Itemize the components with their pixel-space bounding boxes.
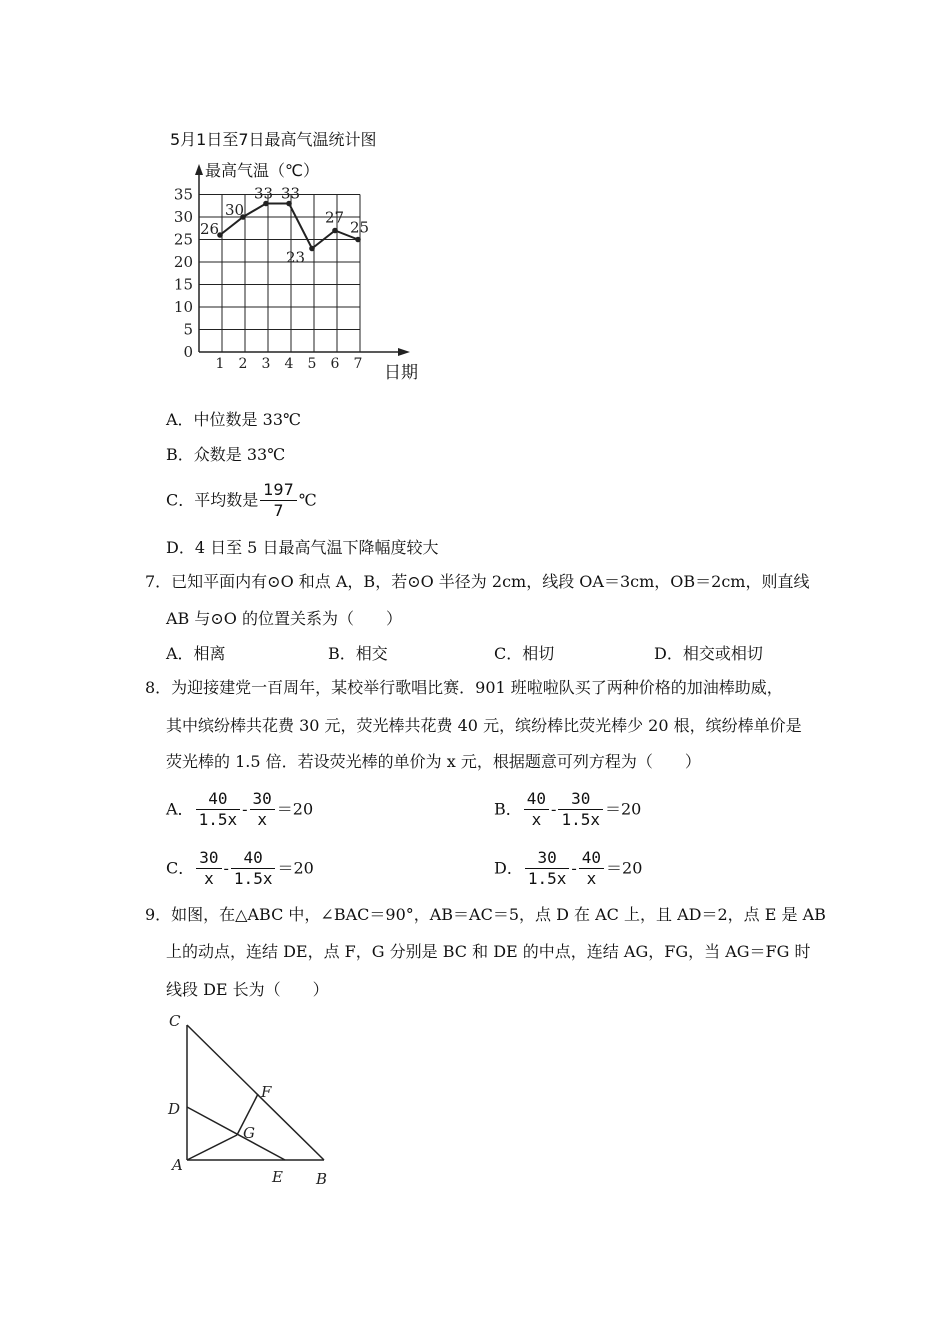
x-tick-label: 5 bbox=[307, 356, 317, 372]
minus-sign: - bbox=[242, 799, 248, 819]
q8-option-d bbox=[494, 848, 642, 889]
fraction-numerator: 40 bbox=[581, 848, 602, 867]
q6-option-c-suffix: ℃ bbox=[298, 490, 317, 510]
y-tick-label: 5 bbox=[183, 320, 193, 339]
equation-rhs: ＝20 bbox=[276, 799, 314, 819]
option-label: C． bbox=[166, 858, 195, 878]
x-tick-label: 7 bbox=[353, 356, 363, 372]
data-point bbox=[332, 228, 338, 234]
fraction bbox=[579, 848, 604, 889]
segment-cb bbox=[187, 1025, 324, 1160]
fraction-denominator: 1.5x bbox=[196, 809, 241, 830]
fraction-numerator: 40 bbox=[208, 789, 228, 808]
q7-option-d: D．相交或相切 bbox=[654, 644, 763, 663]
fraction-numerator: 30 bbox=[571, 789, 591, 808]
temperature-line-chart bbox=[0, 0, 950, 400]
fraction bbox=[525, 848, 570, 889]
y-tick-label: 25 bbox=[173, 230, 193, 249]
q8-stem-line3: 荧光棒的 1.5 倍．若设荧光棒的单价为 x 元，根据题意可列方程为（ ） bbox=[166, 752, 701, 771]
x-tick-label: 3 bbox=[261, 356, 271, 372]
point-label-e: E bbox=[272, 1168, 283, 1186]
q6-option-b: B．众数是 33℃ bbox=[166, 445, 286, 464]
y-axis-arrow bbox=[195, 164, 203, 175]
y-tick-label: 0 bbox=[183, 343, 193, 361]
fraction-numerator: 40 bbox=[526, 789, 547, 808]
fraction-denominator: 1.5x bbox=[525, 868, 570, 889]
q8-stem-line2: 其中缤纷棒共花费 30 元，荧光棒共花费 40 元，缤纷棒比荧光棒少 20 根，缤纷棒单价是 bbox=[166, 716, 802, 735]
q8-stem-line1: 8．为迎接建党一百周年，某校举行歌唱比赛．901 班啦啦队买了两种价格的加油棒助威， bbox=[145, 678, 783, 697]
q8-option-a bbox=[166, 789, 313, 830]
minus-sign: - bbox=[551, 799, 557, 819]
x-axis-arrow bbox=[398, 348, 410, 356]
chart-title: 5月1日至7日最高气温统计图 bbox=[170, 130, 377, 149]
fraction bbox=[196, 789, 241, 830]
equation-rhs: ＝20 bbox=[604, 799, 642, 819]
point-label-a: A bbox=[172, 1156, 183, 1174]
q9-stem-line1: 9．如图，在△ABC 中，∠BAC＝90°，AB＝AC＝5，点 D 在 AC 上，且 AD＝2，点 E 是 AB bbox=[145, 905, 826, 924]
data-label: 30 bbox=[225, 201, 245, 219]
equation-rhs: ＝20 bbox=[277, 858, 314, 878]
q6-option-c-fraction bbox=[260, 480, 297, 521]
fraction bbox=[524, 789, 549, 830]
q9-stem-line3: 线段 DE 长为（ ） bbox=[166, 980, 329, 999]
y-tick-label: 15 bbox=[173, 275, 193, 294]
option-label: A． bbox=[166, 799, 194, 819]
q6-option-c-prefix: C．平均数是 bbox=[166, 490, 259, 510]
y-tick-label: 10 bbox=[173, 298, 193, 316]
data-point bbox=[355, 237, 361, 243]
fraction bbox=[558, 789, 603, 830]
q7-option-b: B．相交 bbox=[328, 644, 388, 663]
fraction-denominator: x bbox=[524, 809, 549, 830]
data-label: 33 bbox=[281, 184, 301, 203]
q7-stem-line2: AB 与⊙O 的位置关系为（ ） bbox=[166, 609, 403, 628]
point-label-g: G bbox=[243, 1124, 255, 1142]
fraction-numerator: 40 bbox=[243, 848, 263, 867]
q8-option-c bbox=[166, 848, 314, 889]
fraction-denominator: 7 bbox=[260, 500, 297, 521]
y-tick-label: 20 bbox=[173, 253, 193, 271]
data-label: 26 bbox=[200, 220, 220, 238]
x-tick-label: 1 bbox=[215, 356, 225, 372]
option-label: B． bbox=[494, 799, 522, 819]
point-label-f: F bbox=[261, 1083, 272, 1101]
chart-ylabel: 最高气温（℃） bbox=[205, 161, 319, 180]
fraction-numerator: 30 bbox=[537, 848, 557, 867]
point-label-b: B bbox=[316, 1170, 328, 1188]
q9-stem-line2: 上的动点，连结 DE，点 F，G 分别是 BC 和 DE 的中点，连结 AG，FG，当 AG＝FG 时 bbox=[166, 942, 811, 961]
fraction-numerator: 30 bbox=[252, 789, 272, 808]
q7-option-c: C．相切 bbox=[494, 644, 555, 663]
minus-sign: - bbox=[223, 858, 229, 878]
fraction bbox=[250, 789, 275, 830]
option-label: D． bbox=[494, 858, 523, 878]
data-point bbox=[309, 246, 315, 252]
fraction bbox=[231, 848, 276, 889]
fraction-denominator: 1.5x bbox=[231, 868, 276, 889]
x-tick-label: 2 bbox=[238, 356, 248, 372]
x-tick-label: 6 bbox=[330, 356, 340, 372]
fraction-numerator: 30 bbox=[199, 848, 219, 867]
q7-stem-line1: 7．已知平面内有⊙O 和点 A，B，若⊙O 半径为 2cm，线段 OA＝3cm，OB＝2cm，则直线 bbox=[145, 572, 810, 591]
equation-rhs: ＝20 bbox=[606, 858, 643, 878]
fraction-numerator: 197 bbox=[263, 480, 294, 499]
fraction-denominator: 1.5x bbox=[558, 809, 603, 830]
q6-option-a: A．中位数是 33℃ bbox=[166, 410, 301, 429]
segment-ag bbox=[187, 1135, 237, 1160]
point-label-d: D bbox=[168, 1100, 181, 1118]
fraction bbox=[196, 848, 221, 889]
data-label: 25 bbox=[350, 218, 370, 237]
point-label-c: C bbox=[169, 1012, 181, 1030]
y-tick-label: 30 bbox=[173, 208, 193, 226]
fraction-denominator: x bbox=[250, 809, 275, 830]
data-label: 27 bbox=[325, 208, 345, 227]
q8-option-b bbox=[494, 789, 641, 830]
triangle-figure bbox=[160, 1005, 360, 1195]
fraction-denominator: x bbox=[579, 868, 604, 889]
minus-sign: - bbox=[571, 858, 577, 878]
q6-option-d: D．4 日至 5 日最高气温下降幅度较大 bbox=[166, 538, 439, 557]
y-tick-label: 35 bbox=[173, 185, 193, 204]
chart-xlabel: 日期 bbox=[384, 363, 418, 383]
fraction-denominator: x bbox=[196, 868, 221, 889]
q6-option-c bbox=[166, 480, 317, 521]
data-label: 33 bbox=[254, 184, 274, 203]
x-tick-label: 4 bbox=[284, 356, 294, 372]
data-label: 23 bbox=[286, 248, 306, 267]
q7-option-a: A．相离 bbox=[166, 644, 226, 663]
